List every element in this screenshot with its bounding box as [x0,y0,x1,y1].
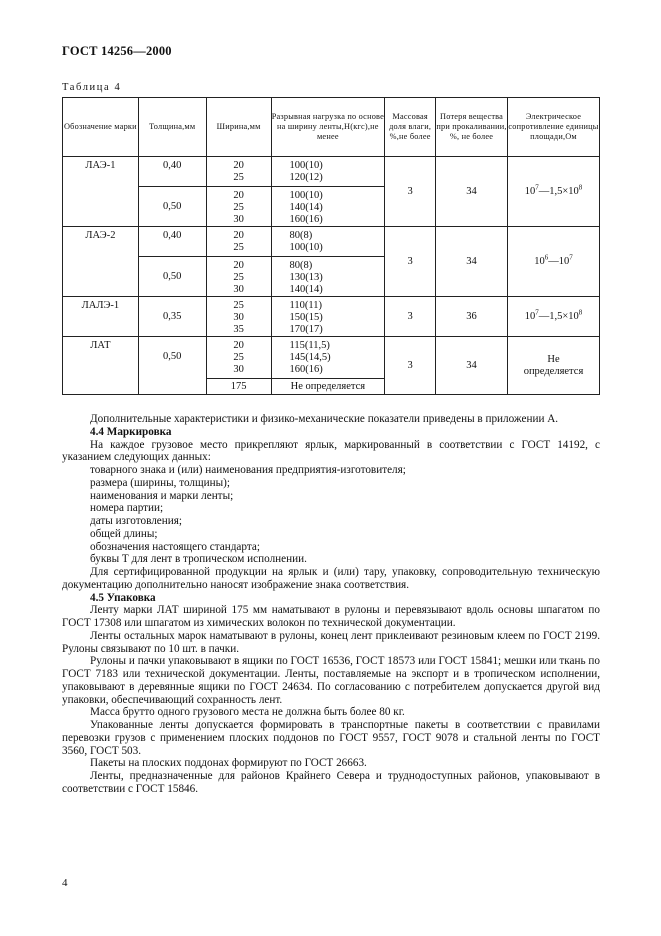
col-header-mark: Обозначение марки [63,98,139,157]
table-4 [62,97,600,395]
cell-width: 25 30 35 [206,297,271,337]
cell-width: 20 25 30 [206,337,271,379]
list-item: буквы Т для лент в тропическом исполнении. [90,553,307,566]
cell-width: 20 25 30 [206,187,271,227]
paragraph: Ленты, предназначенные для районов Крайнего Севера и труднодоступных районов, упаковывают в соответствии с ГОСТ 15846. [62,770,600,795]
cell-resistance: $10^7—1,5\times 10^8$ [507,157,599,227]
list-item: наименования и марки ленты; [90,489,234,502]
paragraph: Для сертифицированной продукции на ярлык и (или) тару, упаковку, сопроводительную техническую документацию дополнительно наносят изображение знака соответствия. [62,566,600,591]
list-item: размера (ширины, толщины); [90,476,230,489]
cell-resistance: Не определяется [507,337,599,395]
cell-moisture: 3 [385,297,436,337]
body-text [62,413,600,796]
paragraph: Пакеты на плоских поддонах формируют по ГОСТ 26663. [90,757,367,770]
document-header: ГОСТ 14256—2000 [62,44,172,58]
paragraph: Ленты остальных марок наматывают в рулоны, конец лент приклеивают резиновым клеем по ГОСТ 2199. Рулоны связывают по 10 шт. в пачки. [62,629,600,655]
list-item: общей длины; [90,527,158,540]
paragraph: Дополнительные характеристики и физико-механические показатели приведены в приложении А. [90,413,559,425]
cell-width: 20 25 [206,157,271,187]
cell-mark: ЛАЭ-1 [63,157,139,227]
cell-load: 110(11) 150(15) 170(17) [271,297,385,337]
cell-loss: 34 [436,337,508,395]
cell-moisture: 3 [385,227,436,297]
col-header-moisture: Массовая доля влаги, %,не более [385,98,436,157]
cell-resistance: $10^6—10^7$ [507,227,599,297]
col-header-loss: Потеря вещества при прокаливании, %, не более [436,98,508,157]
paragraph: Рулоны и пачки упаковывают в ящики по ГОСТ 16536, ГОСТ 18573 или ГОСТ 15841; мешки или ткань по ГОСТ 7183 или технической документации. Ленты, поставляемые на экспорт и в тропическом исполнении, упаковывают в деревянные ящики по ГОСТ 24634. По согласованию с потребителем допускается другой вид упаковки, обеспечивающий сохранность лент. [62,655,600,706]
page-number: 4 [62,877,68,889]
paragraph: Ленту марки ЛАТ шириной 175 мм наматывают в рулоны и перевязывают вдоль основы шпагатом по ГОСТ 17308 или шпагатом из химических волокон по технической документации. [62,604,600,629]
cell-thickness: 0,40 [138,227,206,257]
cell-thickness: 0,50 [138,337,206,395]
col-header-thickness: Толщина,мм [138,98,206,157]
cell-mark: ЛАТ [63,337,139,395]
table-row [63,337,600,379]
cell-width: 175 [206,379,271,395]
cell-load: Не определяется [271,379,385,395]
cell-thickness: 0,35 [138,297,206,337]
section-heading-4-5: 4.5 Упаковка [90,591,156,604]
col-header-width: Ширина,мм [206,98,271,157]
cell-load: 100(10) 120(12) [271,157,385,187]
section-heading-4-4: 4.4 Маркировка [90,425,172,438]
list-item: товарного знака и (или) наименования предприятия-изготовителя; [90,464,406,476]
paragraph: Упакованные ленты допускается формировать в транспортные пакеты в соответствии с правилами перевозки грузов с применением плоских поддонов по ГОСТ 9557, ГОСТ 9078 и стальной ленты по ГОСТ 3560, ГОСТ 503. [62,719,600,757]
list-item: номера партии; [90,502,164,515]
list-item: обозначения настоящего стандарта; [90,540,260,553]
paragraph: Масса брутто одного грузового места не должна быть более 80 кг. [90,706,405,719]
table-header-row [63,98,600,157]
cell-load: 80(8) 130(13) 140(14) [271,257,385,297]
cell-resistance: $10^7—1,5\times 10^8$ [507,297,599,337]
cell-thickness: 0,50 [138,187,206,227]
table-caption: Таблица 4 [62,82,122,93]
table-row [63,157,600,187]
cell-width: 20 25 30 [206,257,271,297]
cell-mark: ЛАЛЭ-1 [63,297,139,337]
cell-load: 80(8) 100(10) [271,227,385,257]
table-row [63,227,600,257]
table-row [63,297,600,337]
col-header-resistance: Электрическое сопротивление единицы площади,Ом [507,98,599,157]
cell-loss: 34 [436,227,508,297]
col-header-load: Разрывная нагрузка по основе на ширину ленты,Н(кгс),не менее [271,98,385,157]
cell-mark: ЛАЭ-2 [63,227,139,297]
cell-loss: 34 [436,157,508,227]
cell-load: 100(10) 140(14) 160(16) [271,187,385,227]
cell-loss: 36 [436,297,508,337]
list-item: даты изготовления; [90,515,182,527]
paragraph: На каждое грузовое место прикрепляют ярлык, маркированный в соответствии с ГОСТ 14192, с указанием следующих данных: [62,438,600,464]
cell-thickness: 0,50 [138,257,206,297]
cell-load: 115(11,5) 145(14,5) 160(16) [271,337,385,379]
cell-moisture: 3 [385,157,436,227]
cell-moisture: 3 [385,337,436,395]
cell-thickness: 0,40 [138,157,206,187]
cell-width: 20 25 [206,227,271,257]
